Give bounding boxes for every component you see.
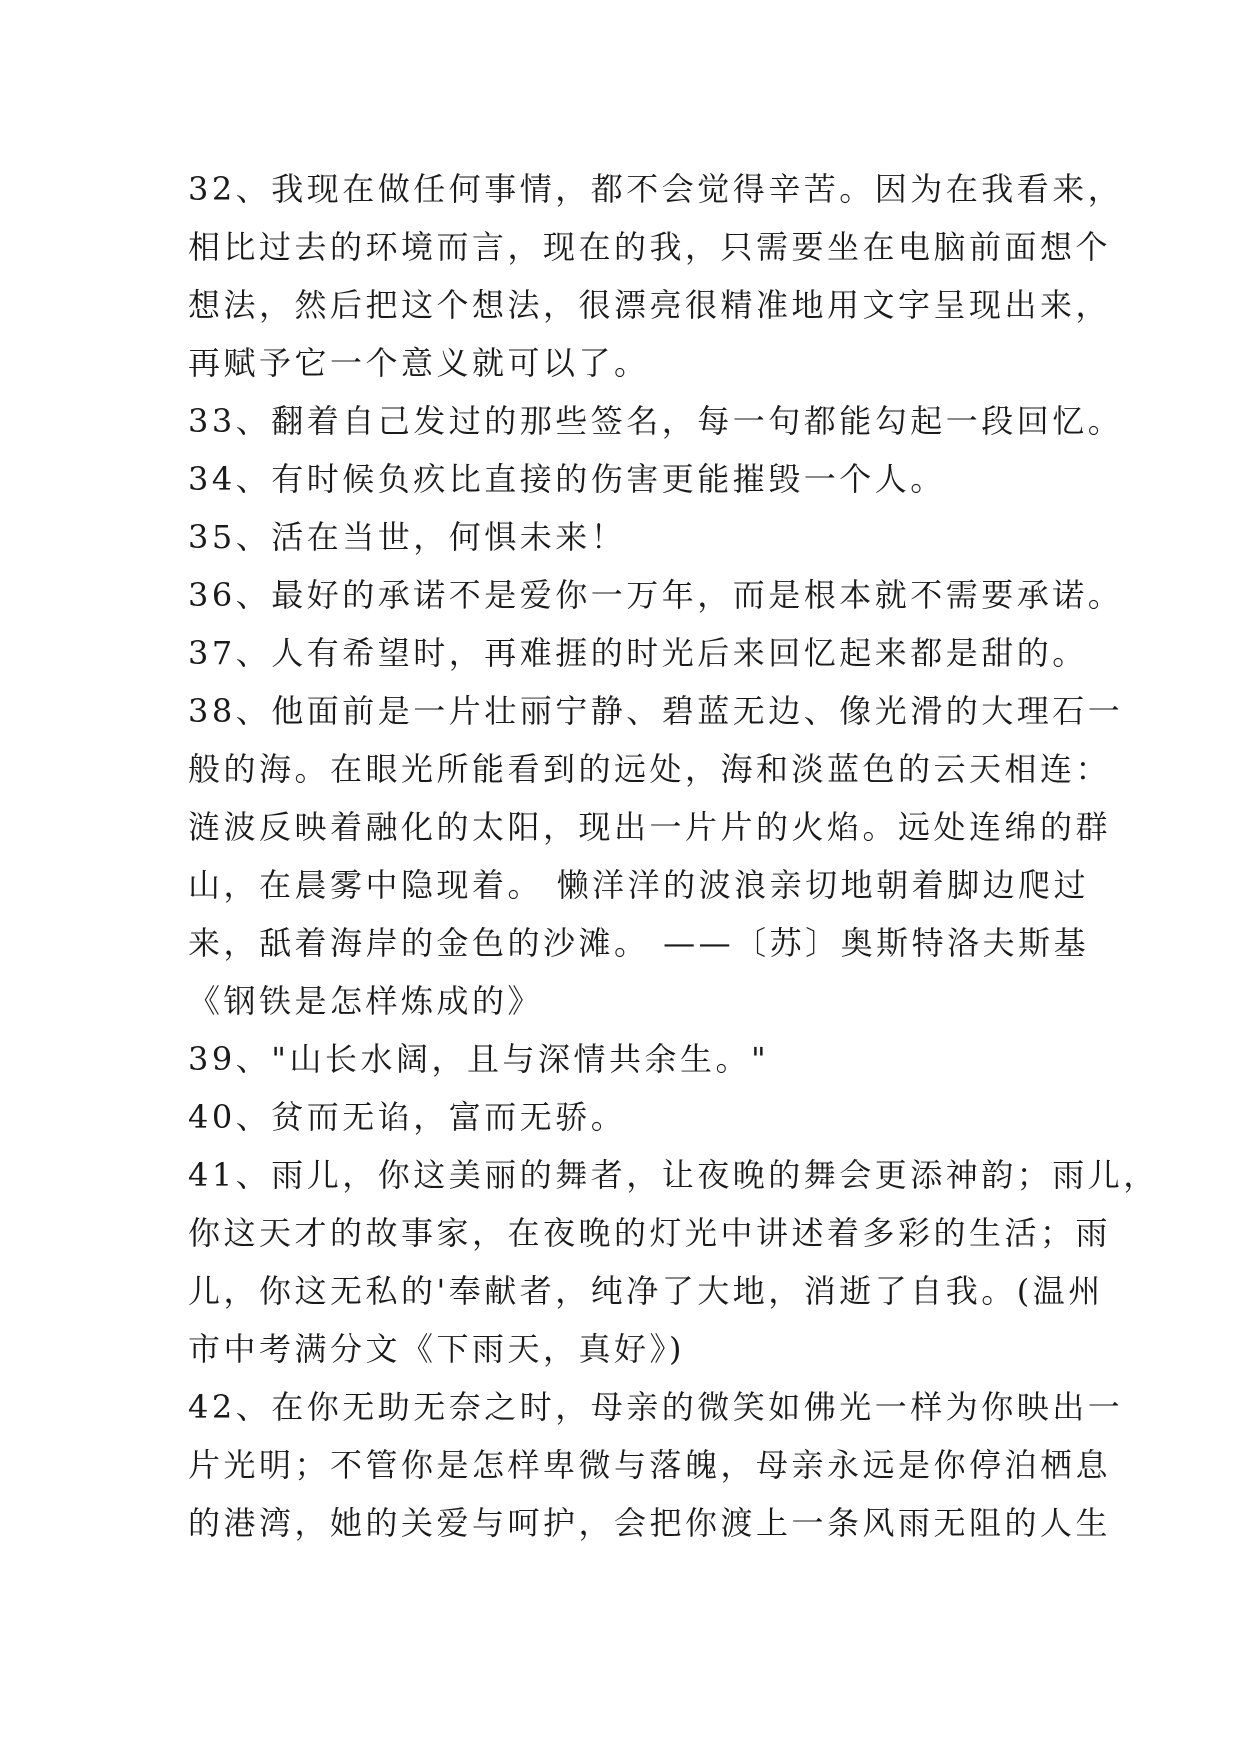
text-line: 儿，你这无私的'奉献者，纯净了大地，消逝了自我。(温州 [188, 1272, 1104, 1310]
text-line: 42、在你无助无奈之时，母亲的微笑如佛光一样为你映出一 [188, 1388, 1124, 1426]
text-line: 想法，然后把这个想法，很漂亮很精准地用文字呈现出来， [188, 286, 1112, 324]
entry-33 [188, 392, 1124, 450]
text-line: 36、最好的承诺不是爱你一万年，而是根本就不需要承诺。 [188, 576, 1124, 614]
text-line: 34、有时候负疚比直接的伤害更能摧毁一个人。 [188, 460, 946, 498]
text-line: 40、贫而无谄，富而无骄。 [188, 1098, 627, 1136]
text-line: 39、"山长水阔，且与深情共余生。" [188, 1040, 770, 1078]
text-line: 《钢铁是怎样炼成的》 [188, 982, 544, 1020]
text-line: 山，在晨雾中隐现着。 懒洋洋的波浪亲切地朝着脚边爬过 [188, 866, 1090, 904]
entry-39 [188, 1030, 1068, 1088]
text-line: 相比过去的环境而言，现在的我，只需要坐在电脑前面想个 [188, 228, 1112, 266]
text-line: 来，舐着海岸的金色的沙滩。 ——〔苏〕奥斯特洛夫斯基 [188, 924, 1090, 962]
text-line: 涟波反映着融化的太阳，现出一片片的火焰。远处连绵的群 [188, 808, 1112, 846]
text-line: 33、翻着自己发过的那些签名，每一句都能勾起一段回忆。 [188, 402, 1124, 440]
entry-38 [188, 682, 1124, 1030]
text-line: 再赋予它一个意义就可以了。 [188, 344, 650, 382]
entry-35 [188, 508, 1068, 566]
entry-40 [188, 1088, 1068, 1146]
entry-36 [188, 566, 1124, 624]
text-line: 片光明；不管你是怎样卑微与落魄，母亲永远是你停泊栖息 [188, 1446, 1112, 1484]
entry-32 [188, 160, 1124, 392]
entry-37 [188, 624, 1088, 682]
text-line: 35、活在当世，何惧未来！ [188, 518, 627, 556]
text-line: 38、他面前是一片壮丽宁静、碧蓝无边、像光滑的大理石一 [188, 692, 1124, 730]
entry-34 [188, 450, 1068, 508]
text-line: 41、雨儿，你这美丽的舞者，让夜晚的舞会更添神韵；雨儿， [188, 1156, 1159, 1194]
text-line: 的港湾，她的关爱与呵护，会把你渡上一条风雨无阻的人生 [188, 1504, 1112, 1542]
entry-42 [188, 1378, 1124, 1552]
text-line: 市中考满分文《下雨天，真好》) [188, 1330, 685, 1368]
text-line: 37、人有希望时，再难捱的时光后来回忆起来都是甜的。 [188, 634, 1088, 672]
text-line: 32、我现在做任何事情，都不会觉得辛苦。因为在我看来， [188, 170, 1124, 208]
document-body [188, 160, 1159, 1552]
entry-41 [188, 1146, 1159, 1378]
text-line: 你这天才的故事家，在夜晚的灯光中讲述着多彩的生活；雨 [188, 1214, 1112, 1252]
text-line: 般的海。在眼光所能看到的远处，海和淡蓝色的云天相连： [188, 750, 1112, 788]
